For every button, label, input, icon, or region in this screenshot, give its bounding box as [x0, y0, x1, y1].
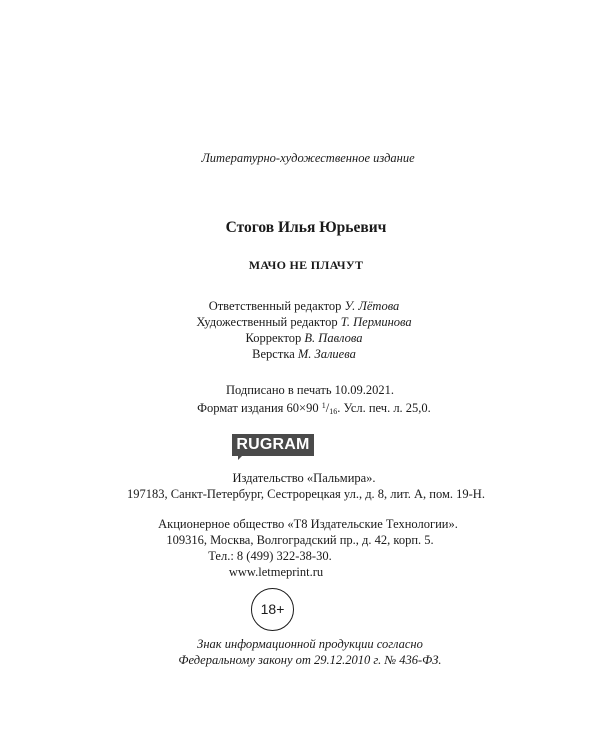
book-title: МАЧО НЕ ПЛАЧУТ — [248, 258, 364, 272]
printer-address: 109316, Москва, Волгоградский пр., д. 42, корп. 5. — [166, 533, 434, 547]
credit-line — [4, 330, 600, 346]
printer-website: www.letmeprint.ru — [228, 565, 324, 579]
fraction-numerator: 1 — [321, 401, 326, 410]
credit-person: У. Лётова — [344, 299, 400, 313]
publisher-name: Издательство «Пальмира». — [232, 471, 376, 485]
format-fraction: $^1$/16 — [321, 401, 338, 416]
credit-line — [4, 298, 600, 314]
printer-phone: Тел.: 8 (499) 322-38-30. — [208, 549, 332, 563]
signed-to-print: Подписано в печать 10.09.2021. — [225, 383, 395, 397]
printer-name: Акционерное общество «Т8 Издательские Технологии». — [158, 517, 458, 531]
credit-line — [4, 314, 600, 330]
credit-line — [4, 346, 600, 362]
logo-tail — [238, 456, 242, 460]
format-line — [14, 398, 600, 420]
credit-person: М. Залиева — [297, 347, 356, 361]
genre-line: Литературно-художественное издание — [201, 151, 415, 165]
credit-role: Корректор — [245, 331, 302, 345]
publisher-address: 197183, Санкт-Петербург, Сестрорецкая ул., д. 8, лит. А, пом. 19-Н. — [127, 487, 485, 501]
format-prefix: Формат издания 60×90 — [197, 401, 319, 415]
credit-role: Верстка — [252, 347, 295, 361]
rugram-logo: RUGRAM — [232, 434, 314, 456]
credit-person: В. Павлова — [304, 331, 363, 345]
author-name: Стогов Илья Юрьевич — [225, 219, 387, 236]
fraction-denominator: 16 — [329, 407, 338, 416]
age-rating-badge: 18+ — [251, 588, 294, 631]
notice-line-2: Федеральному закону от 29.12.2010 г. № 436-ФЗ. — [178, 653, 442, 667]
credit-role: Художественный редактор — [196, 315, 338, 329]
credit-role: Ответственный редактор — [208, 299, 342, 313]
format-suffix: . Усл. печ. л. 25,0. — [337, 401, 431, 415]
credit-person: Т. Перминова — [340, 315, 412, 329]
notice-line-1: Знак информационной продукции согласно — [197, 637, 423, 651]
